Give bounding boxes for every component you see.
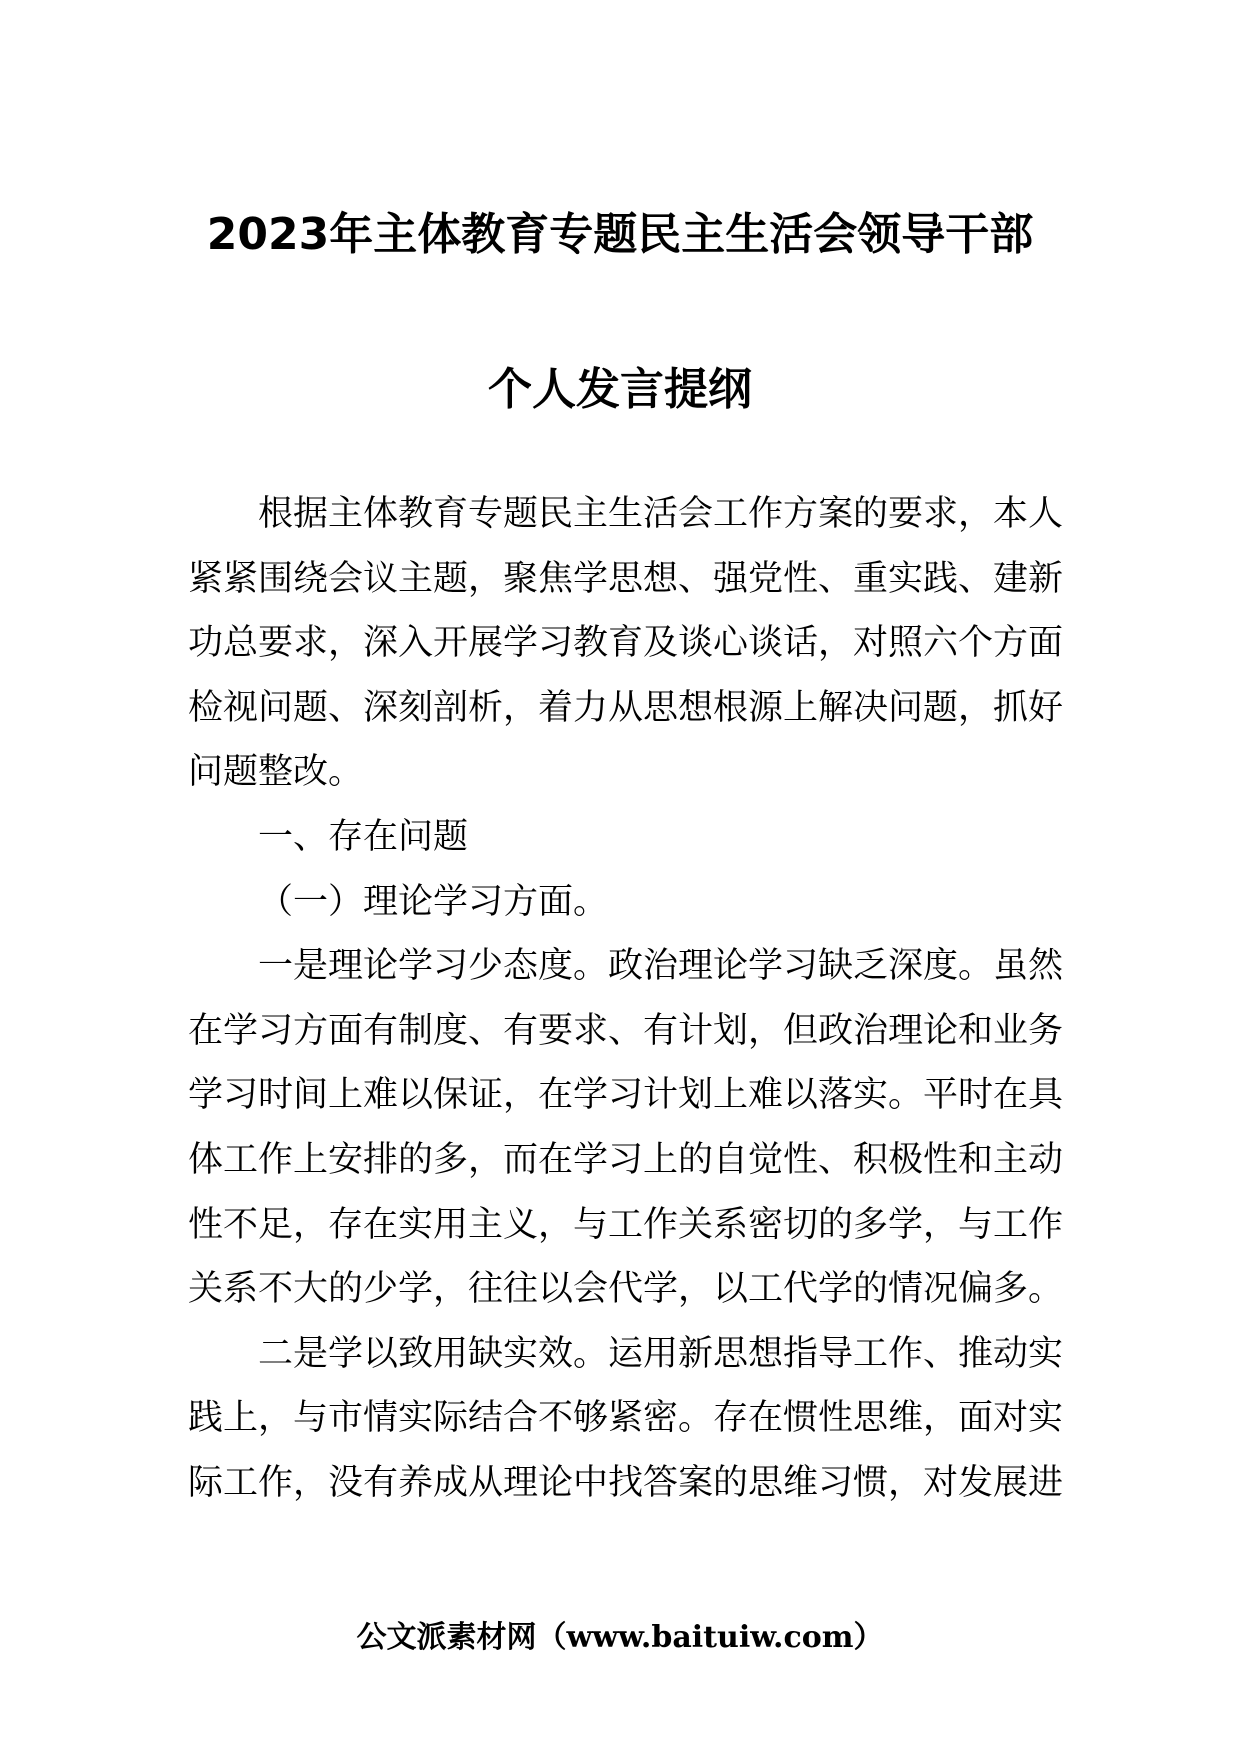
body-line: 学习时间上难以保证，在学习计划上难以落实。平时在具 bbox=[188, 1075, 1064, 1116]
body-line: 二是学以致用缺实效。运用新思想指导工作、推动实 bbox=[258, 1333, 1064, 1374]
section-heading: 一、存在问题 bbox=[258, 816, 469, 857]
subsection-heading: （一）理论学习方面。 bbox=[258, 881, 609, 922]
footer-watermark: 公文派素材网（www.baituiw.com） bbox=[356, 1620, 884, 1655]
body-line: 功总要求，深入开展学习教育及谈心谈话，对照六个方面 bbox=[188, 623, 1064, 664]
document-title-line-2: 个人发言提纲 bbox=[488, 364, 752, 415]
body-line: 性不足，存在实用主义，与工作关系密切的多学，与工作 bbox=[188, 1204, 1064, 1245]
body-line: 关系不大的少学，往往以会代学，以工代学的情况偏多。 bbox=[188, 1269, 1064, 1310]
body-line: 际工作，没有养成从理论中找答案的思维习惯，对发展进 bbox=[188, 1462, 1064, 1503]
body-line: 检视问题、深刻剖析，着力从思想根源上解决问题，抓好 bbox=[188, 687, 1064, 728]
body-line: 在学习方面有制度、有要求、有计划，但政治理论和业务 bbox=[188, 1010, 1064, 1051]
body-line: 问题整改。 bbox=[188, 752, 364, 793]
body-line: 根据主体教育专题民主生活会工作方案的要求，本人 bbox=[258, 494, 1064, 534]
body-line: 体工作上安排的多，而在学习上的自觉性、积极性和主动 bbox=[188, 1139, 1064, 1180]
body-line: 紧紧围绕会议主题，聚焦学思想、强党性、重实践、建新 bbox=[188, 558, 1064, 599]
document-title-line-1: 2023年主体教育专题民主生活会领导干部 bbox=[206, 209, 1034, 260]
document-body bbox=[188, 482, 1064, 1516]
body-line: 一是理论学习少态度。政治理论学习缺乏深度。虽然 bbox=[258, 946, 1064, 987]
body-line: 践上，与市情实际结合不够紧密。存在惯性思维，面对实 bbox=[188, 1398, 1064, 1439]
